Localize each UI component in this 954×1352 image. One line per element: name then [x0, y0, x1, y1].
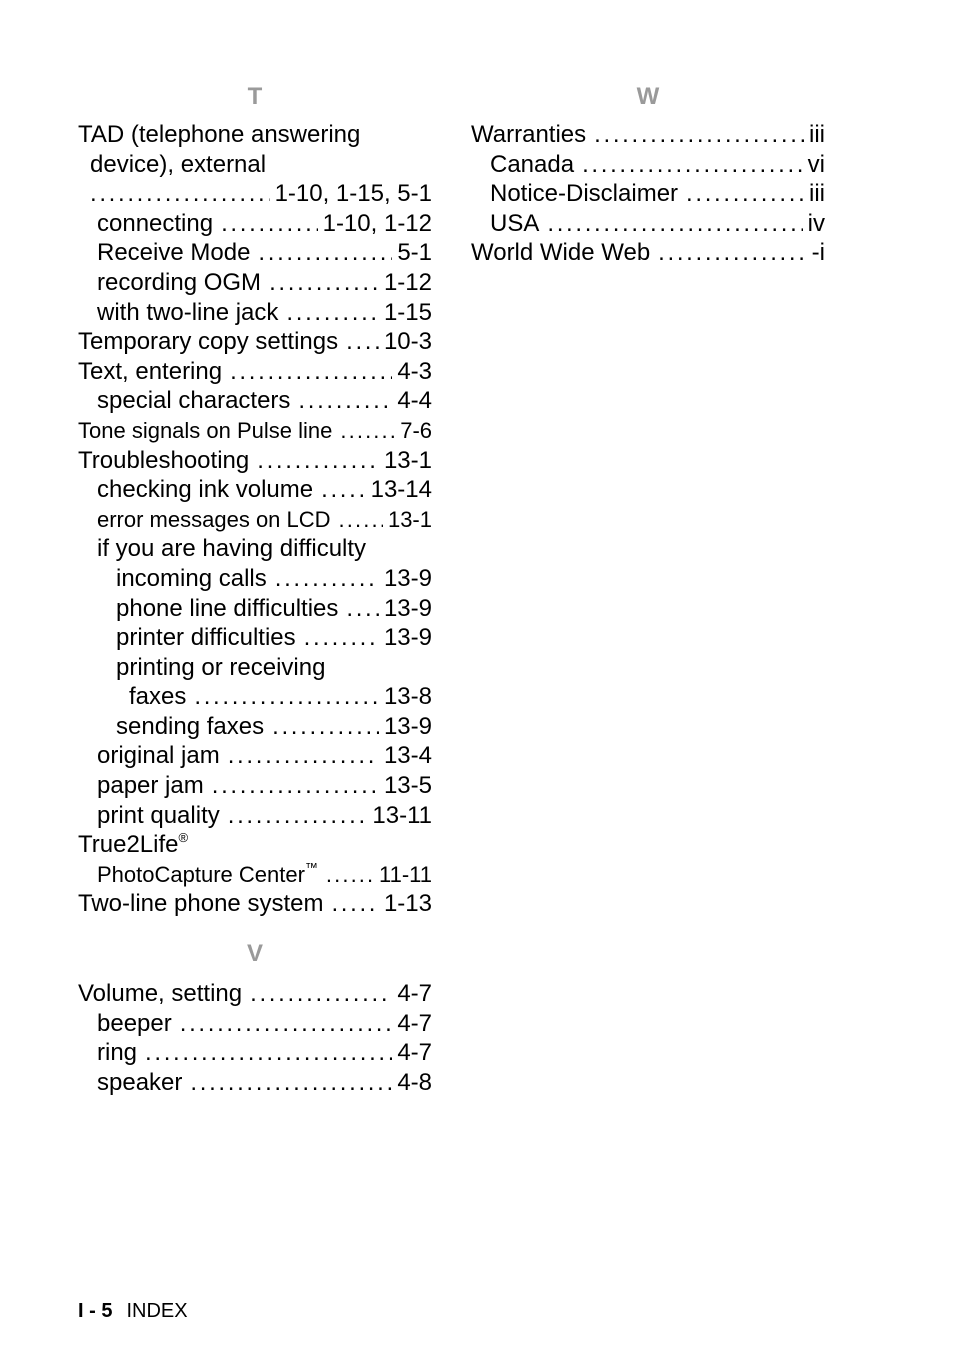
index-entry: . . . 1-10, 1-15, 5-1 [78, 179, 432, 209]
index-entry: error messages on LCD . . . 13-1 [78, 505, 432, 535]
leader-dots [230, 357, 392, 387]
index-entry: Receive Mode . . . 5-1 [78, 238, 432, 268]
section-name: INDEX [126, 1300, 188, 1322]
index-entry: connecting . . . 1-10, 1-12 [78, 209, 432, 239]
index-column-left [78, 82, 432, 1097]
index-entry: ring . . . 4-7 [78, 1038, 432, 1068]
leader-dots [547, 209, 802, 239]
index-entry: checking ink volume . . . 13-14 [78, 475, 432, 505]
leader-dots [298, 386, 392, 416]
leader-dots [145, 1038, 392, 1068]
index-entry: recording OGM . . . 1-12 [78, 268, 432, 298]
page-number: I - 5 [78, 1300, 113, 1322]
index-entry: Troubleshooting . . . 13-1 [78, 446, 432, 476]
leader-dots [686, 179, 804, 209]
leader-dots [212, 771, 379, 801]
leader-dots [180, 1009, 393, 1039]
leader-dots [90, 179, 270, 209]
leader-dots [346, 327, 379, 357]
leader-dots [321, 475, 366, 505]
leader-dots [340, 416, 395, 446]
leader-dots [594, 120, 804, 150]
leader-dots [258, 238, 392, 268]
leader-dots [582, 150, 803, 180]
index-entry: World Wide Web . . . -i [471, 238, 825, 268]
index-entry: PhotoCapture Center™ . . . 11-11 [78, 860, 432, 890]
section-heading-w: W [636, 83, 660, 110]
leader-dots [257, 446, 379, 476]
leader-dots [326, 860, 374, 890]
leader-dots [272, 712, 379, 742]
index-entry: TAD (telephone answering [78, 121, 361, 148]
index-entry: Tone signals on Pulse line . . . 7-6 [78, 416, 432, 446]
index-entry: Two-line phone system . . . 1-13 [78, 889, 432, 919]
index-entry: speaker . . . 4-8 [78, 1068, 432, 1098]
index-entry: with two-line jack . . . 1-15 [78, 298, 432, 328]
leader-dots [339, 505, 383, 535]
trademark-mark: ™ [304, 859, 318, 875]
section-heading-v: V [246, 940, 263, 968]
leader-dots [658, 238, 807, 268]
index-entry: phone line difficulties . . . 13-9 [78, 594, 432, 624]
page-footer [78, 1300, 188, 1323]
index-entry: incoming calls . . . 13-9 [78, 564, 432, 594]
leader-dots [275, 564, 379, 594]
index-entry: faxes . . . 13-8 [78, 682, 432, 712]
index-entry: Volume, setting . . . 4-7 [78, 979, 432, 1009]
index-column-right [471, 82, 825, 268]
index-entry: Warranties . . . iii [471, 120, 825, 150]
index-entry: if you are having difficulty [97, 535, 367, 563]
leader-dots [194, 682, 379, 712]
leader-dots [190, 1068, 392, 1098]
leader-dots [286, 298, 379, 328]
index-entry: printer difficulties . . . 13-9 [78, 623, 432, 653]
index-entry: Notice-Disclaimer . . . iii [471, 179, 825, 209]
leader-dots [269, 268, 379, 298]
registered-mark: ® [178, 830, 189, 846]
index-entry: sending faxes . . . 13-9 [78, 712, 432, 742]
index-entry: original jam . . . 13-4 [78, 741, 432, 771]
index-entry: special characters . . . 4-4 [78, 386, 432, 416]
leader-dots [221, 209, 318, 239]
index-entry: device), external [90, 150, 267, 178]
leader-dots [331, 889, 379, 919]
leader-dots [250, 979, 392, 1009]
index-entry: True2Life® [78, 830, 189, 859]
leader-dots [304, 623, 379, 653]
index-entry: USA . . . iv [471, 209, 825, 239]
leader-dots [346, 594, 379, 624]
index-entry: Text, entering . . . 4-3 [78, 357, 432, 387]
section-heading-t: T [247, 83, 263, 110]
leader-dots [228, 801, 368, 831]
index-entry: print quality . . . 13-11 [78, 801, 432, 831]
index-entry: beeper . . . 4-7 [78, 1009, 432, 1039]
leader-dots [228, 741, 379, 771]
index-entry: printing or receiving [116, 653, 326, 681]
index-entry: Canada . . . vi [471, 150, 825, 180]
index-entry: Temporary copy settings . . . 10-3 [78, 327, 432, 357]
index-entry: paper jam . . . 13-5 [78, 771, 432, 801]
